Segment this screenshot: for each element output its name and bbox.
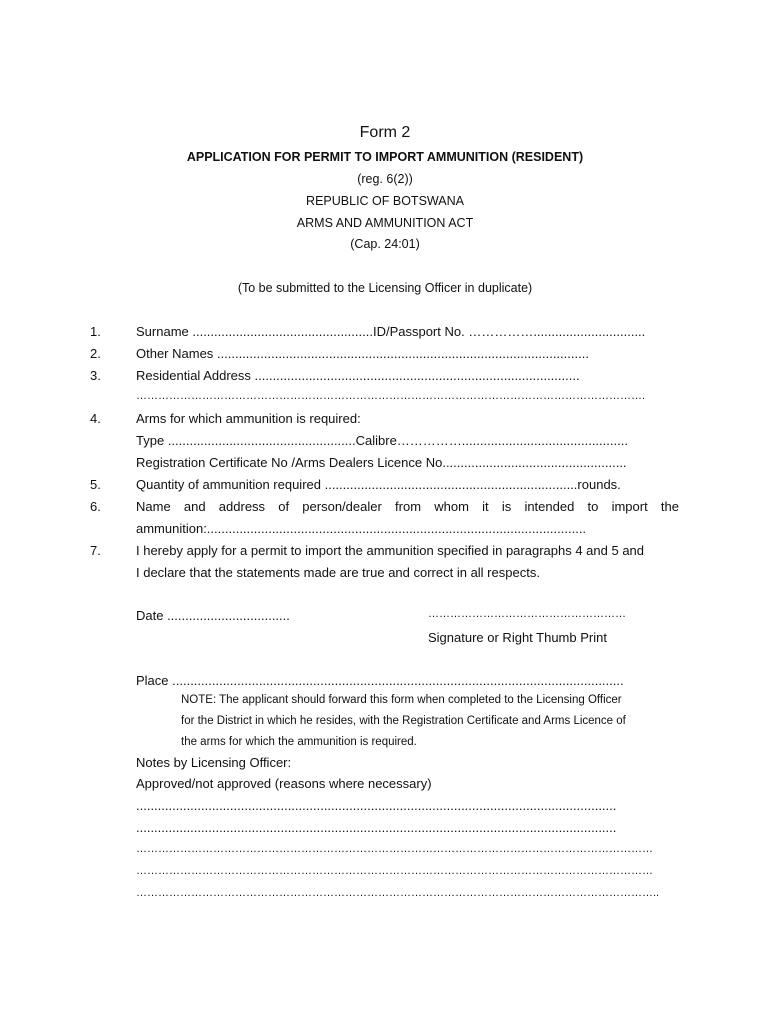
signature-line[interactable]: ……………………………………………… — [428, 608, 626, 620]
officer-notes-line-1[interactable]: ..................................................................................................................................... — [136, 798, 617, 813]
item-number-7: 7. — [90, 543, 101, 558]
residential-address-line-2[interactable]: …………………………………………………………………………………………………………………………. — [136, 390, 646, 402]
residential-address-field[interactable]: Residential Address .......................................................................................... — [136, 368, 580, 383]
date-field[interactable]: Date .................................. — [136, 608, 290, 623]
republic-name: REPUBLIC OF BOTSWANA — [306, 194, 464, 208]
item-number-5: 5. — [90, 477, 101, 492]
item-number-1: 1. — [90, 324, 101, 339]
item-number-4: 4. — [90, 411, 101, 426]
item-number-2: 2. — [90, 346, 101, 361]
regulation-reference: (reg. 6(2)) — [357, 172, 413, 186]
declaration-line-2: I declare that the statements made are true and correct in all respects. — [136, 565, 540, 580]
note-line-1: NOTE: The applicant should forward this form when completed to the Licensing Officer — [181, 694, 622, 706]
type-calibre-field[interactable]: Type ....................................................Calibre…………….............................................. — [136, 433, 628, 448]
item-number-3: 3. — [90, 368, 101, 383]
registration-field[interactable]: Registration Certificate No /Arms Dealers Licence No................................................... — [136, 455, 627, 470]
approval-label: Approved/not approved (reasons where necessary) — [136, 776, 432, 791]
name-address-field[interactable]: ammunition:......................................................................................................... — [136, 521, 587, 536]
note-line-2: for the District in which he resides, with the Registration Certificate and Arms Licence of — [181, 715, 626, 727]
form-heading: APPLICATION FOR PERMIT TO IMPORT AMMUNITION (RESIDENT) — [186, 150, 584, 164]
chapter-reference: (Cap. 24:01) — [350, 237, 420, 251]
officer-notes-line-5[interactable]: …………………………………………………………………………………………………………………………….. — [136, 887, 660, 899]
item-number-6: 6. — [90, 499, 101, 514]
act-name: ARMS AND AMMUNITION ACT — [296, 216, 474, 230]
officer-notes-line-2[interactable]: ..................................................................................................................................... — [136, 820, 617, 835]
quantity-field[interactable]: Quantity of ammunition required ......................................................................rounds. — [136, 477, 621, 492]
surname-field[interactable]: Surname ..................................................ID/Passport No. ……………............................... — [136, 324, 646, 339]
place-field[interactable]: Place ............................................................................................................................. — [136, 673, 624, 688]
form-title: Form 2 — [359, 124, 411, 141]
arms-heading: Arms for which ammunition is required: — [136, 411, 361, 426]
submission-instruction: (To be submitted to the Licensing Officer in duplicate) — [237, 281, 533, 295]
other-names-field[interactable]: Other Names ....................................................................................................... — [136, 346, 589, 361]
note-line-3: the arms for which the ammunition is required. — [181, 736, 417, 748]
signature-label: Signature or Right Thumb Print — [428, 630, 607, 645]
officer-notes-heading: Notes by Licensing Officer: — [136, 755, 292, 770]
declaration-line-1: I hereby apply for a permit to import the ammunition specified in paragraphs 4 and 5 and — [136, 543, 645, 558]
name-address-label: Name and address of person/dealer from whom it is intended to import the — [136, 499, 679, 514]
officer-notes-line-3[interactable]: …………………………………………………………………………………………………………………………… — [136, 843, 653, 855]
officer-notes-line-4[interactable]: …………………………………………………………………………………………………………………………… — [136, 865, 653, 877]
